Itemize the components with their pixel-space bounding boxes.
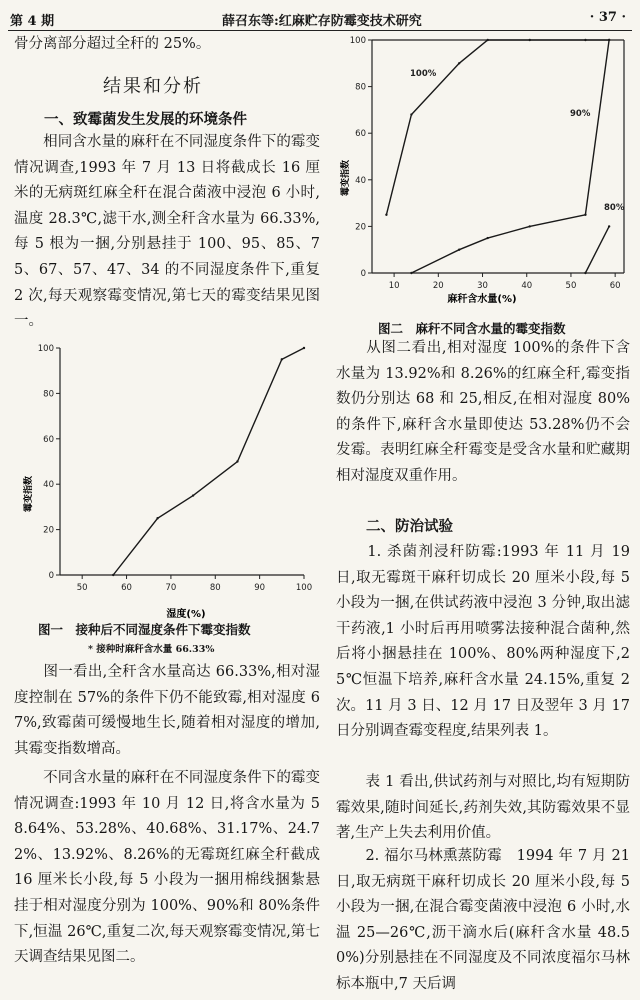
paragraph-6: 表 1 看出,供试药剂与对照比,均有短期防霉效果,随时间延长,药剂失效,其防霉效果不显著,生产上失去利用价值。 xyxy=(336,774,630,842)
y-tick-label: 60 xyxy=(43,434,54,445)
series-label: 80% xyxy=(604,203,625,213)
data-point xyxy=(112,574,114,576)
data-point xyxy=(410,113,412,115)
x-tick-label: 30 xyxy=(477,281,488,291)
data-point xyxy=(281,358,283,360)
subsection-title-1: 一、致霉菌发生发展的环境条件 xyxy=(44,111,247,128)
y-tick-label: 20 xyxy=(355,222,366,233)
series-label: 100% xyxy=(410,69,437,79)
data-point xyxy=(458,249,460,251)
figure-1-axes xyxy=(60,348,304,575)
series-label: 90% xyxy=(570,109,591,119)
section-title: 结果和分析 xyxy=(103,76,203,97)
x-tick-label: 90 xyxy=(254,583,266,593)
y-tick-label: 40 xyxy=(43,480,54,491)
series-line xyxy=(411,40,609,273)
x-tick-label: 80 xyxy=(209,583,221,593)
data-point xyxy=(584,39,586,41)
figure-2-x-axis-label: 麻秆含水量(%) xyxy=(447,294,517,305)
data-point xyxy=(458,62,460,64)
figure-1-x-axis-label: 湿度(%) xyxy=(166,609,206,620)
data-point xyxy=(608,225,610,227)
figure-1-y-axis-label: 霉变指数 xyxy=(24,475,34,513)
figure-1-chart xyxy=(20,338,320,620)
paragraph-4: 从图二看出,相对湿度 100%的条件下含水量为 13.92%和 8.26%的红麻全秆,霉变指数仍分别达 68 和 25,相反,在相对湿度 80%的条件下,麻秆含水量即使达 53.28%仍不会发霉。表明红麻全秆霉变是受含水量和贮藏期相对湿度双重作用。 xyxy=(336,340,630,484)
page-header xyxy=(8,8,632,28)
x-tick-label: 50 xyxy=(565,281,577,291)
x-tick-label: 60 xyxy=(609,281,621,291)
data-point xyxy=(608,39,610,41)
x-tick-label: 10 xyxy=(388,281,400,291)
data-point xyxy=(529,225,531,227)
figure-1-caption: 图一 接种后不同湿度条件下霉变指数 xyxy=(38,622,251,637)
series-line xyxy=(113,348,304,575)
paragraph-5: 1. 杀菌剂浸秆防霉:1993 年 11 月 19 日,取无霉斑干麻秆切成长 20 厘米小段,每 5 小段为一捆,在供试药液中浸泡 3 分钟,取出滤干药液,1 小时后再用喷雾法接种混合菌种,然后将小捆悬挂在 100%、80%两种湿度下,25℃恒温下培养,麻秆含水量 24.15%,重复 2 次。11 月 3 日、12 月 17 日及翌年 3 月 17 日分别调查霉变程度,结果列表 1。 xyxy=(336,544,630,740)
figure-2-y-axis-label: 霉变指数 xyxy=(341,159,351,197)
y-tick-label: 60 xyxy=(355,129,366,140)
y-tick-label: 0 xyxy=(360,269,366,279)
x-tick-label: 60 xyxy=(121,583,132,593)
figure-1-series xyxy=(112,347,305,576)
paragraph-3: 不同含水量的麻秆在不同湿度条件下的霉变情况调查:1993 年 10 月 12 日,将含水量为 58.64%、53.28%、40.68%、31.17%、24.72%、13.92%、8.26%的无霉斑红麻全秆截成 16 厘米长小段,每 5 小段为一捆用棉线捆紮悬挂于相对湿度分别为 100%、90%和 80%条件下,恒温 26℃,重复二次,每天观察霉变情况,第七天调查结果见图二。 xyxy=(14,770,320,966)
issue-number: 第 4 期 xyxy=(10,14,55,29)
subsection-title-2: 二、防治试验 xyxy=(366,518,453,535)
figure-1-y-ticks xyxy=(38,344,60,581)
x-tick-label: 20 xyxy=(432,281,444,291)
figure-2-series xyxy=(385,39,625,274)
figure-1-note: * 接种时麻秆含水量 66.33% xyxy=(88,644,215,655)
series-line xyxy=(386,40,609,215)
x-tick-label: 70 xyxy=(165,583,177,593)
data-point xyxy=(410,272,412,274)
data-point xyxy=(486,39,488,41)
figure-2-caption: 图二 麻秆不同含水量的霉变指数 xyxy=(378,321,566,336)
x-tick-label: 40 xyxy=(521,281,533,291)
y-tick-label: 80 xyxy=(355,82,366,93)
x-tick-label: 50 xyxy=(76,583,88,593)
y-tick-label: 20 xyxy=(43,525,54,536)
x-tick-label: 100 xyxy=(295,583,313,593)
data-point xyxy=(584,272,586,274)
figure-2-x-ticks xyxy=(389,273,621,291)
data-point xyxy=(236,460,238,462)
data-point xyxy=(486,237,488,239)
page-number: · 37 · xyxy=(589,10,626,25)
intro-end-paragraph: 骨分离部分超过全秆的 25%。 xyxy=(14,36,211,52)
data-point xyxy=(385,214,387,216)
series-line xyxy=(585,226,609,273)
data-point xyxy=(156,517,158,519)
running-title: 薛召东等:红麻贮存防霉变技术研究 xyxy=(222,14,422,29)
data-point xyxy=(192,494,194,496)
paragraph-1: 相同含水量的麻秆在不同湿度条件下的霉变情况调查,1993 年 7 月 13 日将截成长 16 厘米的无病斑红麻全秆在混合菌液中浸泡 6 小时,温度 28.3℃,滤干水,测全秆含水量为 66.33%,每 5 根为一捆,分别悬挂于 100、95、85、75、67、57、47、34 的不同湿度条件下,重复 2 次,每天观察霉变情况,第七天的霉变结果见图一。 xyxy=(14,134,320,330)
y-tick-label: 80 xyxy=(43,389,54,400)
y-tick-label: 100 xyxy=(37,344,54,354)
data-point xyxy=(584,214,586,216)
data-point xyxy=(303,347,305,349)
figure-1-x-ticks xyxy=(77,575,312,593)
figure-2-chart xyxy=(334,30,636,314)
paragraph-2: 图一看出,全秆含水量高达 66.33%,相对湿度控制在 57%的条件下仍不能致霉,相对湿度 67%,致霉菌可缓慢地生长,随着相对湿度的增加,其霉变指数增高。 xyxy=(14,664,320,757)
data-point xyxy=(529,39,531,41)
paragraph-7: 2. 福尔马林熏蒸防霉 1994 年 7 月 21 日,取无病斑干麻秆切成长 20 厘米小段,每 5 小段为一捆,在混合霉变菌液中浸泡 6 小时,水温 25—26℃,沥干滴水后(麻秆含水量 48.50%)分别悬挂在不同湿度及不同浓度福尔马林标本瓶中,7 天后调 xyxy=(336,848,630,992)
y-tick-label: 100 xyxy=(349,36,366,46)
y-tick-label: 0 xyxy=(48,571,54,581)
figure-2-y-ticks xyxy=(350,36,372,279)
y-tick-label: 40 xyxy=(355,175,366,186)
